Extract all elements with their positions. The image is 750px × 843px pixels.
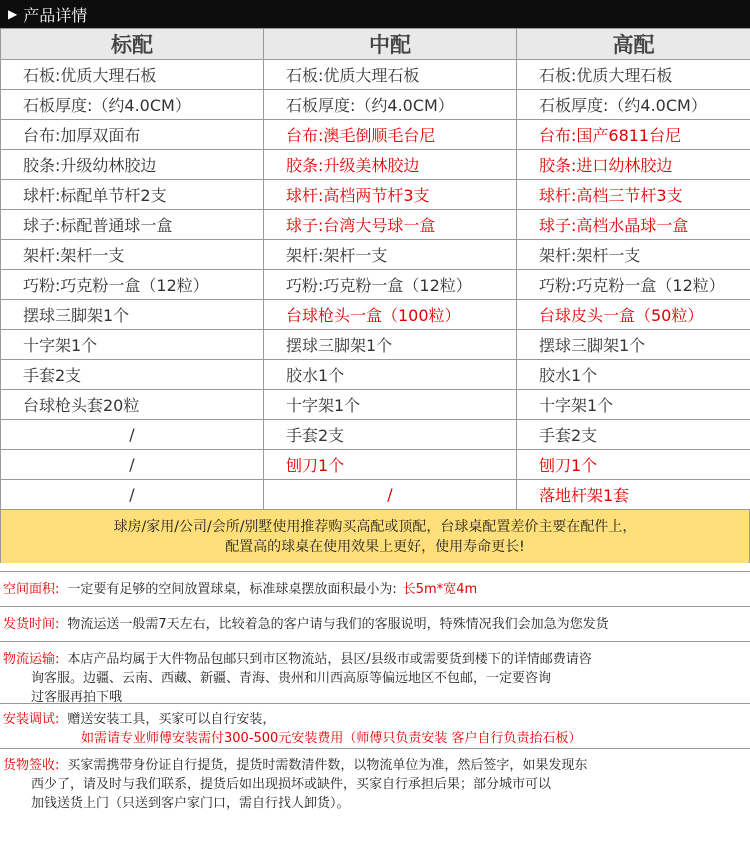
table-row [1,150,750,180]
cell-standard: 球杆:标配单节杆2支 [1,180,264,210]
section-title: 产品详情 [23,5,88,25]
column-header-high: 高配 [517,29,750,60]
cell-high: 石板:优质大理石板 [517,60,750,90]
table-row [1,90,750,120]
table-row [1,300,750,330]
install-line-2: 如需请专业师傅安装需付300-500元安装费用（师傅只负责安装 客户自行负责抬石板） [81,731,582,746]
logistics-line-2: 询客服。边疆、云南、西藏、新疆、青海、贵州和川西高原等偏远地区不包邮，一定要咨询 [31,671,552,686]
receipt-line-3: 加钱送货上门（只送到客户家门口，需自行找人卸货）。 [31,796,350,811]
receipt-label: 货物签收: [3,758,60,773]
cell-mid: 胶条:升级美林胶边 [264,150,517,180]
cell-mid: 胶水1个 [264,360,517,390]
cell-mid: 台布:澳毛倒顺毛台尼 [264,120,517,150]
cell-mid: 球杆:高档两节杆3支 [264,180,517,210]
cell-high: 架杆:架杆一支 [517,240,750,270]
cell-standard: 十字架1个 [1,330,264,360]
cell-standard: 石板:优质大理石板 [1,60,264,90]
cell-high: 胶水1个 [517,360,750,390]
note-line-2: 配置高的球桌在使用效果上更好，使用寿命更长! [225,538,525,555]
cell-mid: 巧粉:巧克粉一盒（12粒） [264,270,517,300]
cell-standard: / [1,450,264,480]
config-comparison-table [0,28,750,510]
table-row [1,390,750,420]
logistics-line-3: 过客服再拍下哦 [31,690,123,705]
space-highlight: 长5m*宽4m [402,581,478,597]
cell-mid: 刨刀1个 [264,450,517,480]
cell-high: 落地杆架1套 [517,480,750,510]
table-row [1,240,750,270]
cell-mid: 十字架1个 [264,390,517,420]
note-line-1: 球房/家用/公司/会所/别墅使用推荐购买高配或顶配，台球桌配置差价主要在配件上， [113,518,637,535]
triangle-right-icon: ▶ [8,7,18,21]
install-label: 安装调试: [3,712,60,727]
table-row [1,60,750,90]
cell-high: 摆球三脚架1个 [517,330,750,360]
cell-mid: 石板:优质大理石板 [264,60,517,90]
table-row [1,480,750,510]
table-row [1,210,750,240]
info-receipt [0,748,750,821]
table-row [1,120,750,150]
table-row [1,180,750,210]
space-label: 空间面积: [3,581,60,597]
space-text: 一定要有足够的空间放置球桌，标准球桌摆放面积最小为: [67,581,397,597]
cell-standard: 台球枪头套20粒 [1,390,264,420]
table-row [1,450,750,480]
cell-standard: 胶条:升级幼林胶边 [1,150,264,180]
cell-mid: 台球枪头一盒（100粒） [264,300,517,330]
cell-standard: / [1,420,264,450]
cell-mid: 球子:台湾大号球一盒 [264,210,517,240]
cell-high: 刨刀1个 [517,450,750,480]
table-row [1,360,750,390]
cell-standard: 球子:标配普通球一盒 [1,210,264,240]
cell-high: 石板厚度:（约4.0CM） [517,90,750,120]
cell-standard: 巧粉:巧克粉一盒（12粒） [1,270,264,300]
info-install [0,703,750,748]
cell-high: 十字架1个 [517,390,750,420]
cell-mid: 摆球三脚架1个 [264,330,517,360]
receipt-line-2: 西少了，请及时与我们联系，提货后如出现损坏或缺件，买家自行承担后果；部分城市可以 [31,777,552,792]
cell-mid: 架杆:架杆一支 [264,240,517,270]
cell-standard: 石板厚度:（约4.0CM） [1,90,264,120]
cell-standard: / [1,480,264,510]
section-header [0,0,750,28]
table-row [1,330,750,360]
cell-mid: 手套2支 [264,420,517,450]
delivery-label: 发货时间: [3,616,60,632]
cell-high: 胶条:进口幼林胶边 [517,150,750,180]
cell-high: 台球皮头一盒（50粒） [517,300,750,330]
table-row [1,270,750,300]
info-space [0,571,750,606]
cell-standard: 架杆:架杆一支 [1,240,264,270]
table-header-row [1,29,750,60]
receipt-line-1: 买家需携带身份证自行提货，提货时需数清件数，以物流单位为准，然后签字，如果发现东 [67,758,588,773]
table-row [1,420,750,450]
column-header-standard: 标配 [1,29,264,60]
logistics-label: 物流运输: [3,652,60,667]
cell-standard: 摆球三脚架1个 [1,300,264,330]
cell-high: 巧粉:巧克粉一盒（12粒） [517,270,750,300]
recommendation-note [0,510,750,563]
cell-high: 球杆:高档三节杆3支 [517,180,750,210]
column-header-mid: 中配 [264,29,517,60]
info-logistics [0,641,750,703]
cell-high: 台布:国产6811台尼 [517,120,750,150]
cell-high: 球子:高档水晶球一盒 [517,210,750,240]
cell-standard: 台布:加厚双面布 [1,120,264,150]
cell-high: 手套2支 [517,420,750,450]
cell-mid: 石板厚度:（约4.0CM） [264,90,517,120]
cell-standard: 手套2支 [1,360,264,390]
cell-mid: / [264,480,517,510]
logistics-line-1: 本店产品均属于大件物品包邮只到市区物流站，县区/县级市或需要货到楼下的详情邮费请咨 [67,652,592,667]
delivery-text: 物流运送一般需7天左右，比较着急的客户请与我们的客服说明，特殊情况我们会加急为您发货 [67,616,609,632]
install-line-1: 赠送安装工具，买家可以自行安装， [67,712,276,727]
info-delivery [0,606,750,641]
